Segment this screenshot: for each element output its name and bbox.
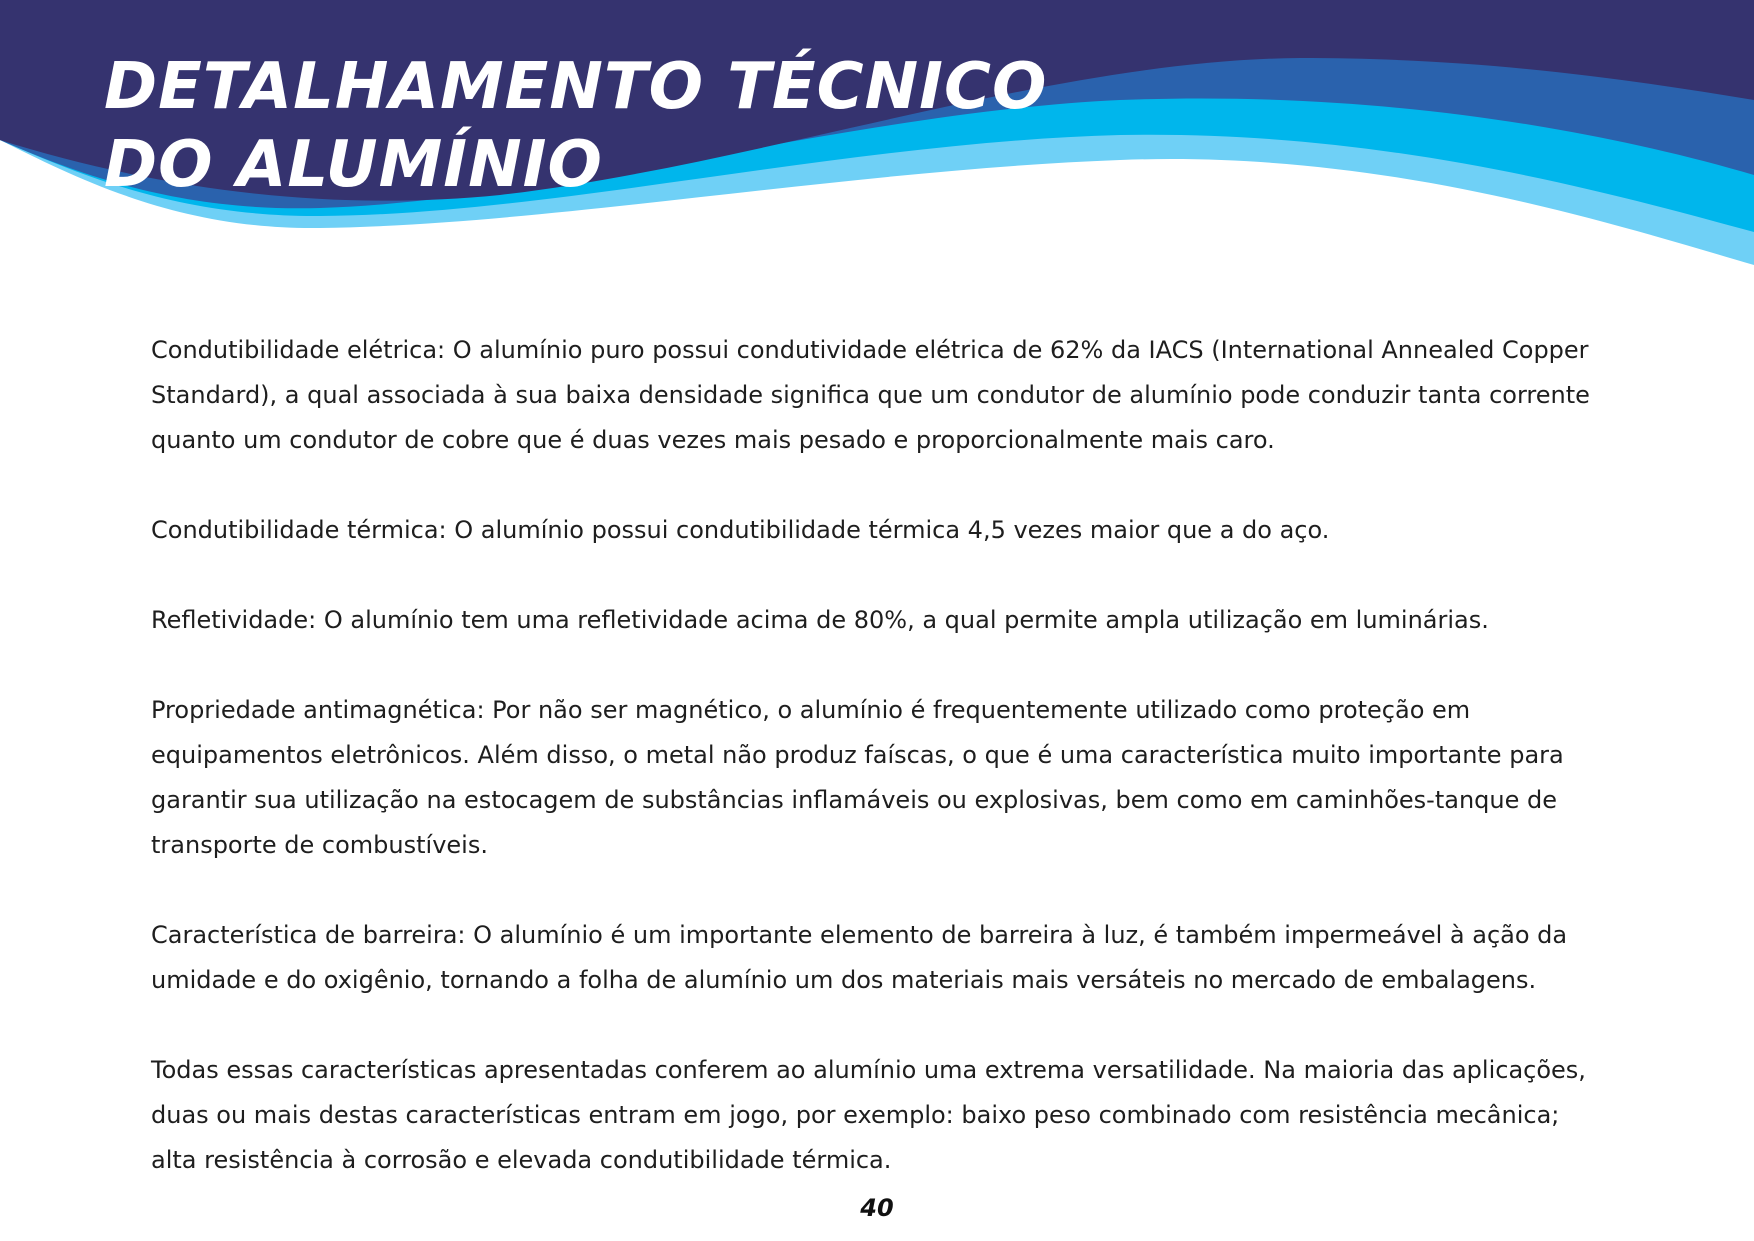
paragraph-electrical-conductivity: Condutibilidade elétrica: O alumínio puro possui condutividade elétrica de 62% da IACS (International Annealed Copper Standard), a qual associada à sua baixa densidade significa que um condutor de alumínio pode conduzir tanta corrente quanto um condutor de cobre que é duas vezes mais pesado e proporcionalmente mais caro.	[151, 336, 1590, 454]
title-line-2: DO ALUMÍNIO	[104, 128, 603, 202]
body-text	[151, 328, 1591, 1228]
paragraph-summary: Todas essas características apresentadas conferem ao alumínio uma extrema versatilidade. Na maioria das aplicações, duas ou mais destas características entram em jogo, por exemplo: baixo peso combinado com resistência mecânica; alta resistência à corrosão e elevada condutibilidade térmica.	[151, 1056, 1586, 1174]
title-line-1: DETALHAMENTO TÉCNICO	[104, 50, 1048, 124]
page-title	[104, 48, 1047, 204]
paragraph-antimagnetic: Propriedade antimagnética: Por não ser magnético, o alumínio é frequentemente utilizado como proteção em equipamentos eletrônicos. Além disso, o metal não produz faíscas, o que é uma característica muito importante para garantir sua utilização na estocagem de substâncias inflamáveis ou explosivas, bem como em caminhões-tanque de transporte de combustíveis.	[151, 696, 1564, 859]
paragraph-thermal-conductivity: Condutibilidade térmica: O alumínio possui condutibilidade térmica 4,5 vezes maior que a do aço.	[151, 516, 1330, 544]
page-number: 40	[860, 1194, 894, 1222]
paragraph-barrier: Característica de barreira: O alumínio é um importante elemento de barreira à luz, é também impermeável à ação da umidade e do oxigênio, tornando a folha de alumínio um dos materiais mais versáteis no mercado de embalagens.	[151, 921, 1568, 994]
paragraph-reflectivity: Refletividade: O alumínio tem uma refletividade acima de 80%, a qual permite ampla utilização em luminárias.	[151, 606, 1489, 634]
